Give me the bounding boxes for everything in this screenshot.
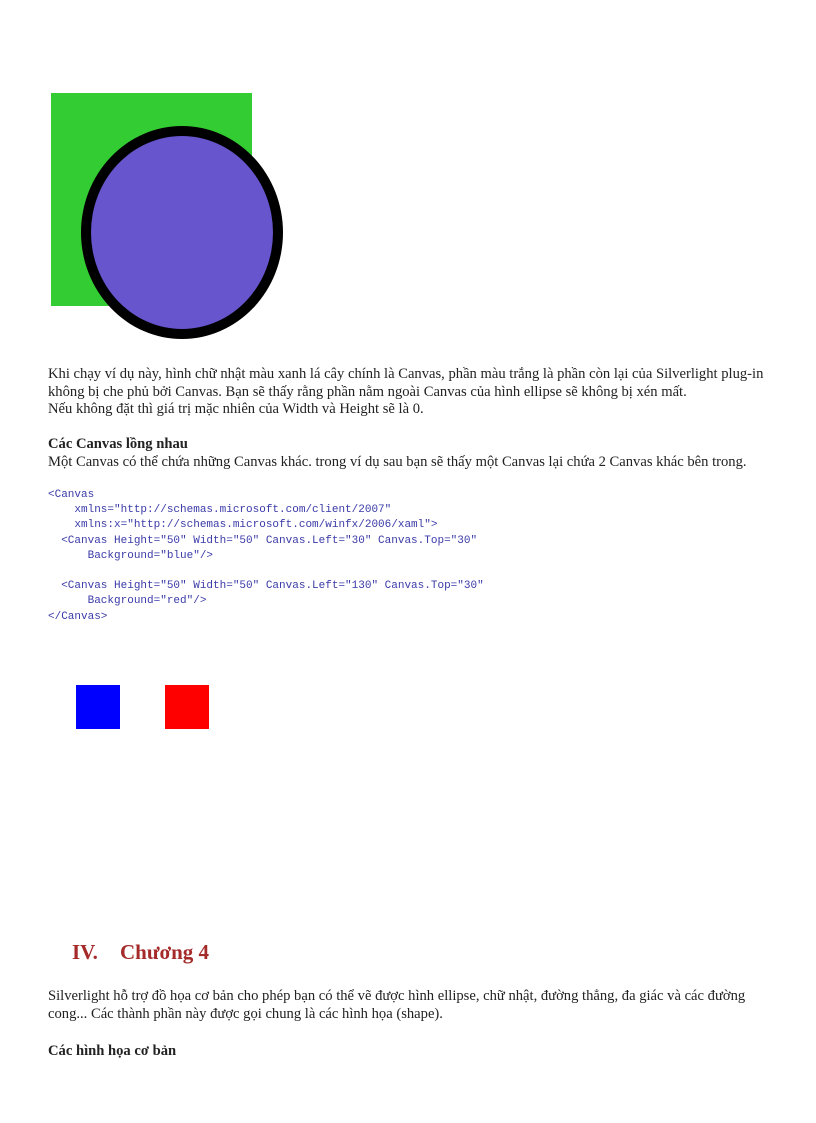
purple-ellipse [81,126,283,339]
code-line: xmlns="http://schemas.microsoft.com/client/2007" [48,504,392,517]
code-line: Background="red"/> [48,595,207,608]
blue-canvas-box [76,685,120,729]
paragraph-canvas-explanation [48,366,778,419]
heading-basic-shapes: Các hình họa cơ bản [48,1043,177,1059]
paragraph-nested-canvas: Một Canvas có thể chứa những Canvas khác. trong ví dụ sau bạn sẽ thấy một Canvas lại chứa 2 Canvas khác bên trong. [48,454,747,470]
paragraph-text: Khi chạy ví dụ này, hình chữ nhật màu xanh lá cây chính là Canvas, phần màu trắng là phần còn lại của Silverlight plug-in không bị che phủ bởi Canvas. Bạn sẽ thấy rằng phần nằm ngoài Canvas của hình ellipse sẽ không bị xén mất. [48,366,764,400]
code-line: <Canvas Height="50" Width="50" Canvas.Left="30" Canvas.Top="30" [48,534,478,547]
chapter-heading [72,940,209,965]
chapter-number: IV. [72,940,98,964]
code-line: Background="blue"/> [48,549,214,562]
paragraph-text-default-size: Nếu không đặt thì giá trị mặc nhiên của Width và Height sẽ là 0. [48,401,424,417]
code-line: <Canvas Height="50" Width="50" Canvas.Left="130" Canvas.Top="30" [48,580,484,593]
code-line: </Canvas> [48,610,108,623]
heading-nested-canvas: Các Canvas lồng nhau [48,436,188,452]
code-line: xmlns:x="http://schemas.microsoft.com/winfx/2006/xaml"> [48,519,438,532]
code-line: <Canvas [48,489,95,501]
code-block [48,488,484,625]
chapter-title: Chương 4 [120,940,210,964]
paragraph-shapes-intro: Silverlight hỗ trợ đồ họa cơ bản cho phép bạn có thể vẽ được hình ellipse, chữ nhật, đường thẳng, đa giác và các đường cong... Các thành phần này được gọi chung là các hình họa (shape). [48,988,746,1022]
canvas-ellipse-figure [50,92,284,340]
red-canvas-box [165,685,209,729]
nested-canvas-figure [48,660,248,760]
